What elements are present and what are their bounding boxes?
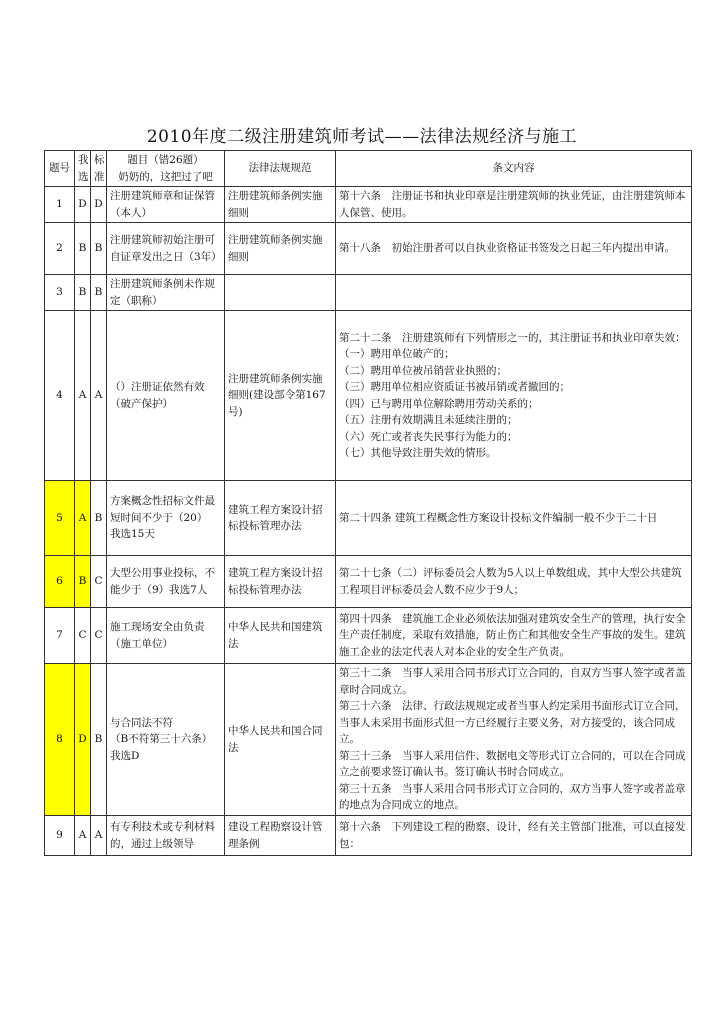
cell-no: 5 bbox=[45, 481, 75, 556]
cell-std: B bbox=[91, 275, 107, 311]
clause-paragraph: 第三十六条 法律、行政法规规定或者当事人约定采用书面形式订立合同，当事人未采用书面形式但一方已经履行主要义务，对方接受的，该合同成立。 bbox=[339, 700, 686, 746]
cell-no: 7 bbox=[45, 608, 75, 664]
table-header-row bbox=[45, 151, 692, 187]
cell-clause bbox=[336, 311, 692, 481]
cell-no: 9 bbox=[45, 816, 75, 856]
header-mine: 我选 bbox=[75, 151, 91, 187]
cell-regulation: 中华人民共和国建筑法 bbox=[225, 608, 336, 664]
cell-regulation: 中华人民共和国合同法 bbox=[225, 664, 336, 816]
clause-paragraph: （七）其他导致注册失效的情形。 bbox=[339, 447, 497, 459]
clause-paragraph: 第二十七条（二）评标委员会人数为5人以上单数组成，其中大型公共建筑工程项目评标委员会人数不应少于9人； bbox=[339, 567, 682, 596]
cell-std: C bbox=[91, 556, 107, 608]
cell-question: 注册建筑师初始注册可自证章发出之日（3年） bbox=[107, 223, 225, 275]
clause-paragraph: （三）聘用单位相应资质证书被吊销或者撤回的； bbox=[339, 381, 570, 393]
cell-std: B bbox=[91, 481, 107, 556]
clause-paragraph: （五）注册有效期满且未延续注册的； bbox=[339, 414, 518, 426]
cell-mine: A bbox=[75, 816, 91, 856]
clause-paragraph: 第二十二条 注册建筑师有下列情形之一的，其注册证书和执业印章失效： bbox=[339, 331, 686, 344]
regulation-table bbox=[44, 150, 692, 856]
cell-std: A bbox=[91, 311, 107, 481]
cell-mine: D bbox=[75, 187, 91, 223]
clause-paragraph: 第四十四条 建筑施工企业必须依法加强对建筑安全生产的管理，执行安全生产责任制度，采取有效措施，防止伤亡和其他安全生产事故的发生。建筑施工企业的法定代表人对本企业的安全生产负责。 bbox=[339, 612, 686, 658]
cell-std: B bbox=[91, 223, 107, 275]
header-regulation: 法律法规规范 bbox=[225, 151, 336, 187]
clause-paragraph: 第三十五条 当事人采用合同书形式订立合同的，双方当事人签字或者盖章的地点为合同成立的地点。 bbox=[339, 782, 686, 812]
table-row bbox=[45, 481, 692, 556]
cell-clause bbox=[336, 608, 692, 664]
cell-no: 3 bbox=[45, 275, 75, 311]
header-question: 题目（错26题） 奶奶的，这把过了吧 bbox=[107, 151, 225, 187]
cell-no: 1 bbox=[45, 187, 75, 223]
cell-std: C bbox=[91, 608, 107, 664]
cell-clause bbox=[336, 223, 692, 275]
cell-clause bbox=[336, 187, 692, 223]
cell-no: 4 bbox=[45, 311, 75, 481]
cell-std: A bbox=[91, 816, 107, 856]
cell-no: 2 bbox=[45, 223, 75, 275]
header-std: 标准 bbox=[91, 151, 107, 187]
cell-mine: C bbox=[75, 608, 91, 664]
cell-question: 与合同法不符 （B不符第三十六条） 我选D bbox=[107, 664, 225, 816]
cell-mine: B bbox=[75, 275, 91, 311]
header-no: 题号 bbox=[45, 151, 75, 187]
page-title: 2010年度二级注册建筑师考试——法律法规经济与施工 bbox=[146, 127, 578, 147]
cell-clause bbox=[336, 664, 692, 816]
table-row bbox=[45, 816, 692, 856]
cell-clause bbox=[336, 481, 692, 556]
clause-paragraph: （四）已与聘用单位解除聘用劳动关系的； bbox=[339, 397, 539, 410]
cell-std: D bbox=[91, 187, 107, 223]
cell-std: B bbox=[91, 664, 107, 816]
header-clause: 条文内容 bbox=[336, 151, 692, 187]
cell-regulation: 建筑工程方案设计招标投标管理办法 bbox=[225, 556, 336, 608]
table-row bbox=[45, 556, 692, 608]
cell-question: 有专利技术或专利材料的，通过上级领导 bbox=[107, 816, 225, 856]
table-row bbox=[45, 275, 692, 311]
cell-mine: A bbox=[75, 311, 91, 481]
clause-paragraph: 第二十四条 建筑工程概念性方案设计投标文件编制一般不少于二十日 bbox=[339, 511, 658, 524]
table-row bbox=[45, 664, 692, 816]
cell-regulation: 注册建筑师条例实施细则 bbox=[225, 223, 336, 275]
cell-no: 6 bbox=[45, 556, 75, 608]
clause-paragraph: 第三十二条 当事人采用合同书形式订立合同的，自双方当事人签字或者盖章时合同成立。 bbox=[339, 667, 686, 696]
table-row bbox=[45, 223, 692, 275]
cell-regulation bbox=[225, 275, 336, 311]
cell-regulation: 建设工程勘察设计管理条例 bbox=[225, 816, 336, 856]
table-row bbox=[45, 187, 692, 223]
cell-regulation: 注册建筑师条例实施细则 bbox=[225, 187, 336, 223]
cell-regulation: 注册建筑师条例实施细则(建设部令第167号) bbox=[225, 311, 336, 481]
cell-question: 注册建筑师章和证保管（本人） bbox=[107, 187, 225, 223]
clause-paragraph: 第三十三条 当事人采用信件、数据电文等形式订立合同的，可以在合同成立之前要求签订确认书。签订确认书时合同成立。 bbox=[339, 749, 686, 779]
cell-mine: D bbox=[75, 664, 91, 816]
cell-mine: B bbox=[75, 223, 91, 275]
cell-clause bbox=[336, 275, 692, 311]
table-row bbox=[45, 311, 692, 481]
cell-question: 注册建筑师条例未作规定（职称） bbox=[107, 275, 225, 311]
cell-clause bbox=[336, 556, 692, 608]
clause-paragraph: （六）死亡或者丧失民事行为能力的； bbox=[339, 430, 518, 443]
cell-mine: B bbox=[75, 556, 91, 608]
cell-question: 施工现场安全由负责（施工单位） bbox=[107, 608, 225, 664]
clause-paragraph: 第十六条 注册证书和执业印章是注册建筑师的执业凭证，由注册建筑师本人保管、使用。 bbox=[339, 190, 686, 219]
cell-regulation: 建筑工程方案设计招标投标管理办法 bbox=[225, 481, 336, 556]
cell-question: 方案概念性招标文件最短时间不少于（20） 我选15天 bbox=[107, 481, 225, 556]
clause-paragraph: （二）聘用单位被吊销营业执照的； bbox=[339, 364, 507, 377]
clause-paragraph: 第十八条 初始注册者可以自执业资格证书签发之日起三年内提出申请。 bbox=[339, 242, 675, 255]
cell-question: 大型公用事业投标，不能少于（9）我选7人 bbox=[107, 556, 225, 608]
clause-paragraph: 第十六条 下列建设工程的勘察、设计，经有关主管部门批准，可以直接发包： bbox=[339, 821, 686, 850]
clause-paragraph: （一）聘用单位破产的； bbox=[339, 348, 455, 360]
cell-mine: A bbox=[75, 481, 91, 556]
table-row bbox=[45, 608, 692, 664]
cell-no: 8 bbox=[45, 664, 75, 816]
cell-question: （）注册证依然有效（破产保护） bbox=[107, 311, 225, 481]
cell-clause bbox=[336, 816, 692, 856]
